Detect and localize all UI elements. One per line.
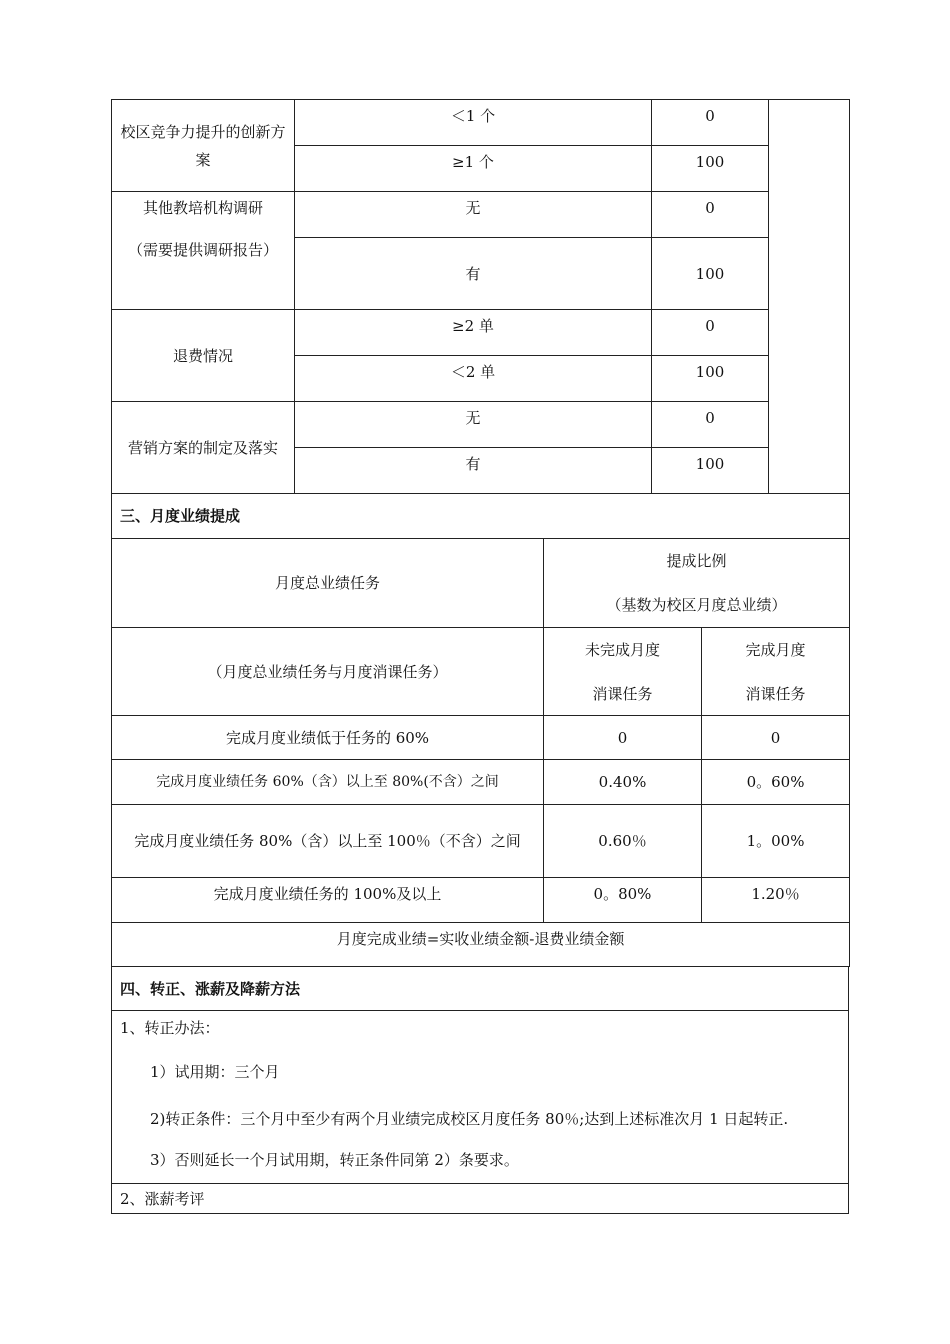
table-row-value: 0 bbox=[544, 716, 702, 760]
condition-cell: 有 bbox=[295, 238, 652, 310]
commission-table bbox=[111, 493, 850, 967]
score-cell: 100 bbox=[652, 238, 769, 310]
table-row-label: 完成月度业绩任务的 100%及以上 bbox=[112, 878, 544, 923]
item-cell: 退费情况 bbox=[112, 310, 295, 402]
table-row-value: 0。60% bbox=[702, 760, 850, 805]
regularization-text bbox=[112, 1011, 849, 1184]
paragraph: 3）否则延长一个月试用期，转正条件同第 2）条要求。 bbox=[150, 1151, 519, 1169]
raise-heading: 2、涨薪考评 bbox=[112, 1184, 849, 1214]
table-row-label: 完成月度业绩低于任务的 60% bbox=[112, 716, 544, 760]
col-done-header: 完成月度 消课任务 bbox=[702, 628, 850, 716]
table-row-value: 0 bbox=[702, 716, 850, 760]
score-cell: 0 bbox=[652, 310, 769, 356]
table-row-label: 完成月度业绩任务 80%（含）以上至 100％（不含）之间 bbox=[112, 805, 544, 878]
condition-cell: ＜1 个 bbox=[295, 100, 652, 146]
header-task: 月度总业绩任务 bbox=[112, 539, 544, 628]
formula-note: 月度完成业绩=实收业绩金额-退费业绩金额 bbox=[112, 923, 850, 967]
header-ratio: 提成比例 （基数为校区月度总业绩） bbox=[544, 539, 850, 628]
score-cell: 0 bbox=[652, 100, 769, 146]
item-cell: 校区竞争力提升的创新方案 bbox=[112, 100, 295, 192]
score-cell: 100 bbox=[652, 356, 769, 402]
item-cell: 营销方案的制定及落实 bbox=[112, 402, 295, 494]
condition-cell: ≥2 单 bbox=[295, 310, 652, 356]
condition-cell: ≥1 个 bbox=[295, 146, 652, 192]
table-row-value: 0。80% bbox=[544, 878, 702, 923]
table-row-value: 1.20％ bbox=[702, 878, 850, 923]
evaluation-table bbox=[111, 99, 850, 494]
table-row-value: 1。00% bbox=[702, 805, 850, 878]
document-page bbox=[111, 99, 849, 1214]
col-not-done-header: 未完成月度 消课任务 bbox=[544, 628, 702, 716]
score-cell: 0 bbox=[652, 402, 769, 448]
table-row-value: 0.40% bbox=[544, 760, 702, 805]
section-title: 四、转正、涨薪及降薪方法 bbox=[112, 967, 849, 1011]
condition-cell: 无 bbox=[295, 402, 652, 448]
table-row-value: 0.60％ bbox=[544, 805, 702, 878]
score-cell: 100 bbox=[652, 448, 769, 494]
condition-cell: 有 bbox=[295, 448, 652, 494]
item-cell: 其他教培机构调研 （需要提供调研报告） bbox=[112, 192, 295, 310]
paragraph: 2)转正条件：三个月中至少有两个月业绩完成校区月度任务 80％;达到上述标准次月 1 日起转正. bbox=[150, 1110, 789, 1128]
score-cell: 100 bbox=[652, 146, 769, 192]
score-cell: 0 bbox=[652, 192, 769, 238]
condition-cell: 无 bbox=[295, 192, 652, 238]
sub-task-header: （月度总业绩任务与月度消课任务） bbox=[112, 628, 544, 716]
table-row-label: 完成月度业绩任务 60%（含）以上至 80%(不含）之间 bbox=[112, 760, 544, 805]
condition-cell: ＜2 单 bbox=[295, 356, 652, 402]
section-title: 三、月度业绩提成 bbox=[112, 494, 850, 539]
blank-cell bbox=[769, 100, 850, 494]
paragraph: 1、转正办法： bbox=[120, 1019, 220, 1037]
paragraph: 1）试用期：三个月 bbox=[150, 1063, 280, 1081]
section4-table bbox=[111, 966, 849, 1214]
